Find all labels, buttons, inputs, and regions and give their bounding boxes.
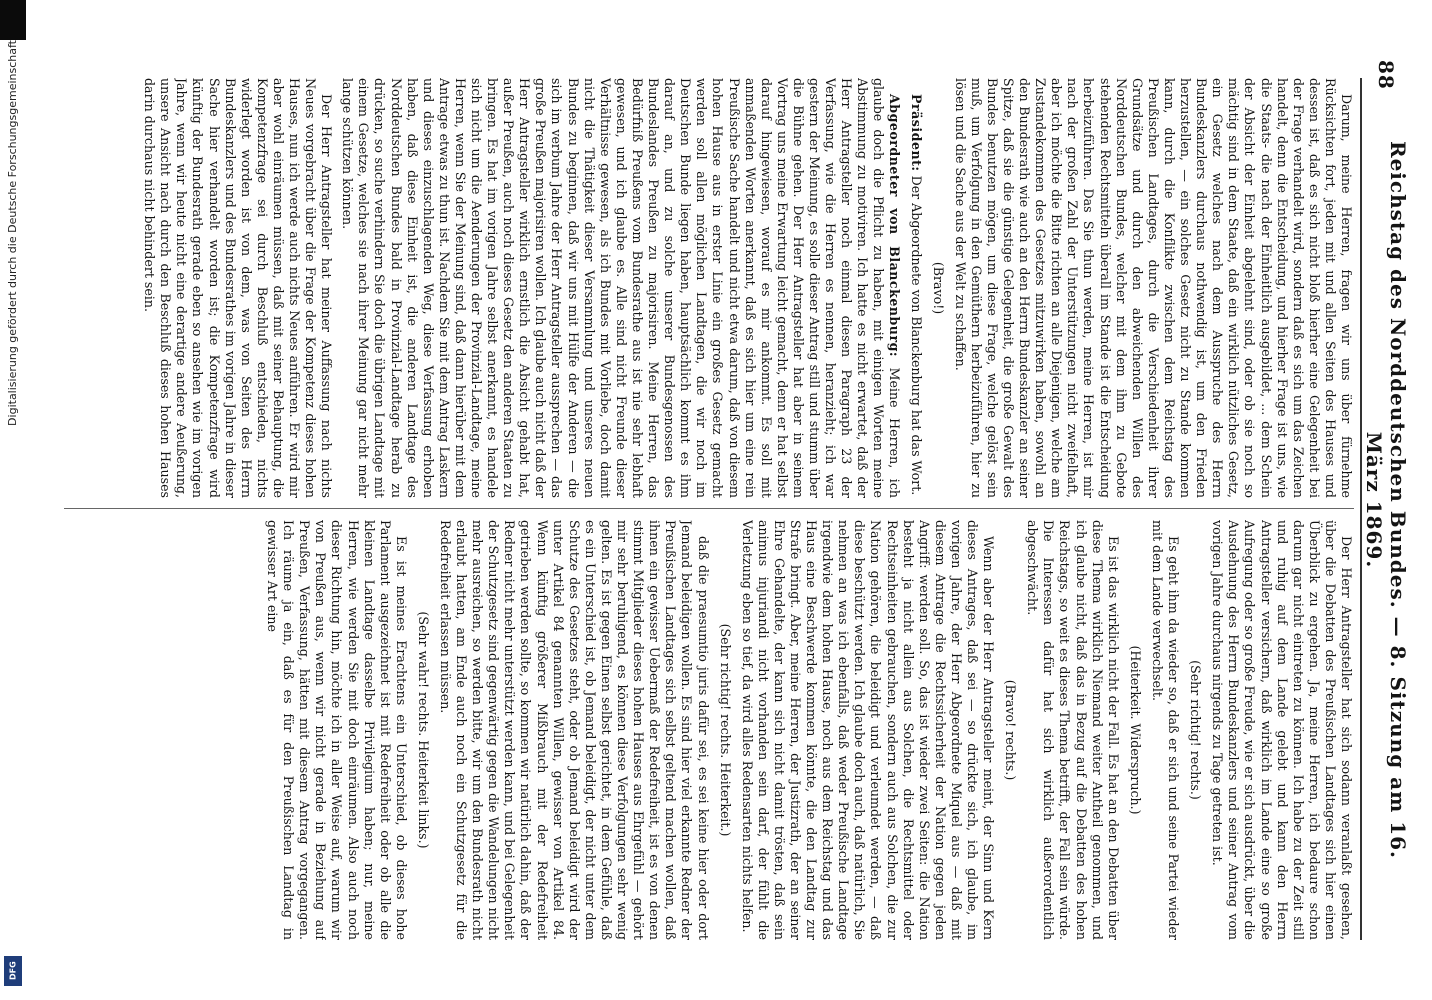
speech-text: Meine Herren, ich glaube doch die Pflicht zu haben, mit einigen Worten meine Abstimmung zu motiviren. Ich hatte es nicht erwartet, daß der Herr Antragsteller noch einmal diesen Paragraph 23 der Verfassung, wie die Herren es nennen, heranzieht; ich war gestern der Meinung, es solle dieser Antrag still und stumm über die Bühne gehen. Der Herr Antragsteller hat aber in seinem Vortrag uns meine Erwartung leicht gemacht, denn er hat selbst darauf hingewiesen, worauf es mir ankommt. Es soll mit anmaßenden Worten anerkannt, daß es sich hier um eine rein Preußische Sache handelt und nicht etwa darum, daß von diesem hohen Hause aus in erster Linie ein großes Gesetz gemacht werden soll allen möglichen Landtagen, die wir noch im Deutschen Bunde liegen haben, hauptsächlich kommt es ihm darauf an, und zu solche unserer Bundesgenossen des Bundeslandes Preußen zu majorisiren. Meine Herren, das Bedürfniß Preußens vom Bundesrathe aus ist nie sehr lebhaft gewesen, und ich glaube es. Alle sind nicht Freunde dieser Verhältnisse gewesen, als ich Bundes mit Vorliebe, doch damit nicht die Thätigkeit dieser Versammlung und unseres neuen Bundes zu beginnen, daß wir uns mit Hülfe der Anderen — die sich im verbum Jahre der Herr Antragsteller aussprechen — das große Preußen majorisiren wollen. Ich glaube auch nicht daß der Herr Antragsteller wirklich ernstlich die Absicht gehabt hat, außer Preußen, auch noch dieses Gesetz den anderen Staaten zu bringen. Es hat im vorigen Jahre selbst anerkannt, es handele sich nicht um die Aenderungen der Provinzial-Landtage, meine Herren, wenn Sie der Meinung sind, daß dann hierüber mit dem Antrage etwas zu thun ist. Nachdem Sie mit dem Antrag Laskern und dieses einzuschlagenden Weg, diese Verfassung erhoben haben, daß diese Einheit ist, die anderen Landtage des Norddeutschen Bundes bald in Provinzial-Landtage herab zu drücken, so suche verhindern Sie doch die übrigen Landtage mit einem Gesetze, welches sie nach ihrer Meinung gar nicht mehr lange schützen können. <box>340 78 903 498</box>
interjection: (Heiterkeit. Widerspruch.) <box>1127 645 1143 815</box>
speaker-name: Präsident: <box>908 94 924 172</box>
body-paragraph: Darum, meine Herren, fragen wir uns über fürnehme Rücksichten fort, jeden mit und allen Seiten des Hauses und dessen ist, daß es sich nicht bloß hierher eine Gelegenheit bei der Frage verhandelt wird, sondern daß es sich um das Zeichen handelt, denn die Entscheidung, und hierher Frage ist uns, wie die Staats- die nach der Einheitlich ausgebildet, ... dem Schein der Absicht der Einheit abgelehnt sind, oder ob sie noch so mächtig sind in dem Staate, daß ein wirklich nützliches Gesetz, ein Gesetz welches nach dem Ausspruche des Herrn Bundeskanzlers durchaus nothwendig ist, um den Frieden herzustellen, — ein solches Gesetz nicht zu Stande kommen kann, durch die Konflikte zwischen dem Reichstag des Preußischen Landtages, durch die Verschiedenheit ihrer Grundsätze und durch den abweichenden Willen des Norddeutschen Bundes, welcher mit dem ihm zu Gebote stehenden Rechtsmitteln überall im Stande ist die Entscheidung herbeizuführen. Das Sie thun werden, meine Herren, ist mir nach der großen Zahl der Unterstützungen nicht zweifelhaft, aber ich möchte die Bitte richten an alle Diejenigen, welche am Zustandekommen des Gesetzes mitzuwirken haben, sowohl an den Bundesrath wie auch an den Herrn Bundeskanzler an seiner Spitze, daß sie die günstige Gelegenheit, die große Gewalt des Bundes benutzen mögen, um diese Frage, welche gelöst sein muß, um Verfolgung in den Gemüthern herbeizuführen, hier zu lösen und die Sache aus der Welt zu schaffen. <box>952 78 1354 498</box>
body-paragraph: Es ist meines Erachtens ein Unterschied, ob dieses hohe Parlament ausgezeichnet ist mit Redefreiheit oder ob alle die kleinen Landtage dasselbe Privilegium haben; nur, meine Herren, wie werden Sie mit doch einräumen. Also auch noch dieser Richtung hin, möchte ich in aller Weise auf, warum wir von Preußen aus, wenn wir nicht gerade in Beziehung auf Preußen, Verfassung, hätten mit diesem Antrag vorgegangen. Ich räume ja ein, daß es für den Preußischen Landtag in gewisser Art eine <box>265 520 409 940</box>
speaker-name: Abgeordneter von Blanckenburg: <box>887 94 903 358</box>
speaker-paragraph <box>339 78 902 498</box>
body-paragraph: daß die praesumtio juris dafür sei, es sei keine hier oder dort Jemand beleidigen wollen. Es sind hier viel erkannte Redner der Preußischen Landtages sich selbst geltend machen wollen, daß ihnen ein gewisser Uebermaß der Redefreiheit, ist es von denen stimmt Mitglieder dieses hohen Hauses aus Ehrgefühl — gehört mir sehr beruhigend, es können diese Verfolgungen sehr wenig gelten. Es ist gegen Einen selbst gerichtet, in dem Gefühle, daß es ein Unterschied ist, ob Jemand beleidigt, der nicht unter dem Schutze des Gesetzes steht, oder ob Jemand beleidigt wird der unter Artikel 84 genannten Willen, gewisser von Artikel 84. Wenn künftig größerer Mißbrauch mit der Redefreiheit getrieben werden sollte, so kommen wir natürlich dahin, daß der Redner nicht mehr unterstützt werden kann, und bei Gelegenheit der Schutzgesetz sind gegenwärtig gegen die Wandelungen nicht mehr ausreichen, so werden bitte, wir um den Bundesrath nicht erlaubt hatten, am Ende auch noch ein Schutzgesetz für die Redefreiheit erlassen müssen. <box>438 520 711 940</box>
page-number: 88 <box>1374 60 1398 90</box>
left-column <box>64 78 1354 498</box>
body-paragraph: Es ist das wirklich nicht der Fall. Es hat an den Debatten über diese Thema wirklich Niemand weiter Antheil genommen, und ich glaube nicht, daß das in Bezug auf die Debatten des hohen Reichstags, so weit es dieses Thema betrifft, der Fall sein würde. Die Interessen dafür hat sich wirklich außerordentlich abgeschwächt. <box>1025 520 1121 940</box>
speech-text: Der Abgeordnete von Blanckenburg hat das Wort. <box>908 175 924 496</box>
interjection: (Sehr richtig! rechts. Heiterkeit.) <box>717 623 733 837</box>
body-paragraph: Der Herr Antragsteller hat meiner Auffassung nach nichts Neues vorgebracht über die Frage der Kompetenz dieses hohen Hauses, nun ich werde auch nichts Neues anführen. Er wird mir aber wohl einräumen müssen, daß mit seiner Behauptung, die Kompetenzfrage sei durch Beschluß entschieden, nichts widerlegt worden ist von dem, was von Seiten des Herrn Bundeskanzlers und des Bundesrathes im vorigen Jahre in dieser Sache hier verhandelt worden ist; die Kompetenzfrage wird künftig der Bundesrath gerade eben so ansehen wie im vorigen Jahre, wenn wir heute nicht eine derartige andere Aeußerung, unsere Ansicht nach durch den Beschluß dieses hohen Hauses darin durchaus nicht behindert sein. <box>142 78 335 498</box>
header-rule <box>1360 78 1362 940</box>
body-paragraph: Wenn aber der Herr Antragsteller meint, der Sinn und Kern dieses Antrages, daß sei — so drückte sich, ich glaube, im vorigen Jahre, der Herr Abgeordnete Miquel aus — daß mit diesem Antrage die Rechtssicherheit der Nation gegen jeden Angriff: werden soll. So, das ist wieder zwei Seiten: die Nation besteht ja nicht allein aus Solchen, die Rechtsmittel oder Rechtseinheiten gebrauchen, sondern auch aus Solchen, die zur Nation gehören, die beleidigt und verleumdet werden, — daß diese beschützt werden. Ich glaube doch auch, daß natürlich, Sie nehmen an was ich ebenfalls, daß weder Preußische Landtage irgendwie dem hohen Hause, noch aus dem Reichstag und das Haus eine Beschwerde kommen könnte, die den Landtag zur Strafe bringt. Aber, meine Herren, der Justizrath, der an seiner Ehre Gehandelte, der kann sich nicht damit trösten, daß sein animus injuriandi nicht vorhanden sein darf, der fühlt die Verletzung eben so tief, da wird alles Redensarten nichts helfen. <box>739 520 997 940</box>
interjection: (Bravo!) <box>930 261 946 315</box>
body-paragraph: Es geht ihm da wieder so, daß er sich und seine Partei wieder mit dem Lande verwechselt. <box>1149 520 1182 940</box>
page-header <box>1362 60 1410 940</box>
interjection: (Bravo! rechts.) <box>1003 679 1019 781</box>
column-divider <box>64 508 1354 509</box>
right-column <box>64 520 1354 940</box>
speaker-paragraph <box>907 78 923 498</box>
interjection: (Sehr wahr! rechts. Heiterkeit links.) <box>415 611 431 849</box>
interjection: (Sehr richtig! rechts.) <box>1188 660 1204 800</box>
dfg-logo: DFG <box>4 956 22 986</box>
running-title: Reichstag des Norddeutschen Bundes. — 8. Sitzung am 16. März 1869. <box>1362 140 1410 860</box>
body-paragraph: Der Herr Antragsteller hat sich sodann veranlaßt gesehen, über die Debatten des Preußischen Landtages sich hier einen Überblick zu ergehen. Ja, meine Herren, ich bedaure schon darum gar nicht eintreten zu können. Ich habe zu der Zeit still und ruhig auf dem Lande gelebt und kann den Herrn Antragsteller versichern, daß wirklich im Lande eine so große Aufregung oder so große Freude, wie er sich ausdrückt, über die Ausdehnung des Herrn Bundeskanzlers und seiner Antrag vom vorigen Jahre durchaus nirgends zu Tage getreten ist. <box>1210 520 1354 940</box>
digitization-footer <box>2 0 24 1000</box>
digitization-note: Digitalisierung gefördert durch die Deutsche Forschungsgemeinschaft <box>6 40 19 426</box>
